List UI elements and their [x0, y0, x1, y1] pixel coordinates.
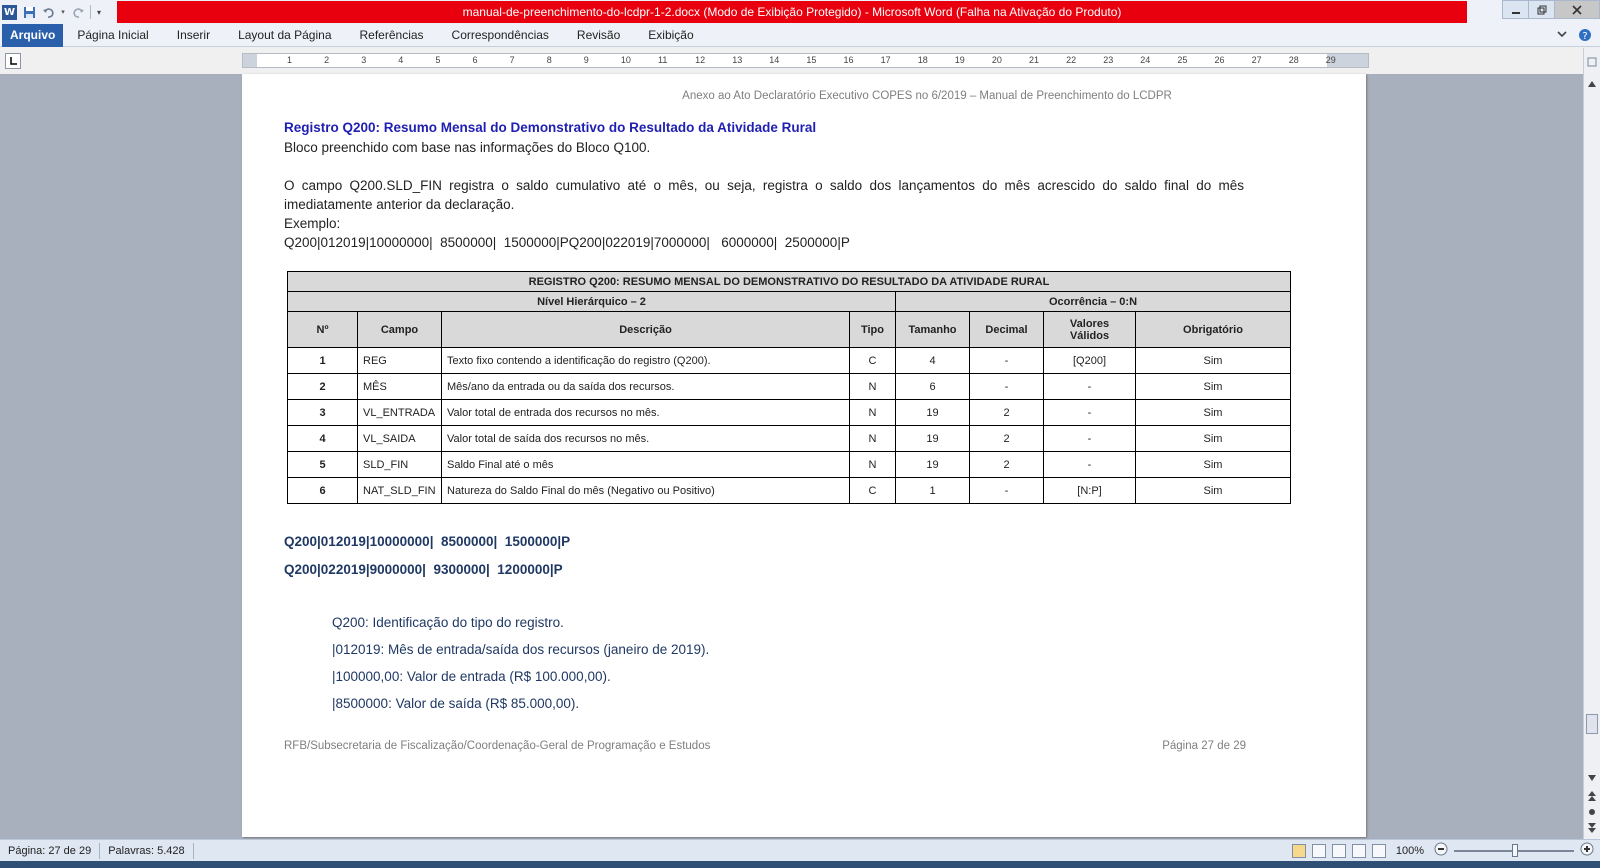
- ruler-tick: 3: [361, 55, 367, 65]
- ruler-tick: 16: [843, 55, 854, 65]
- ruler-tick: 20: [991, 55, 1002, 65]
- window-title: manual-de-preenchimento-do-lcdpr-1-2.docx (Modo de Exibição Protegido) - Microsoft Word (Falha na Ativação do Produto): [117, 1, 1467, 23]
- draft-icon[interactable]: [1372, 844, 1386, 858]
- cell: C: [850, 348, 896, 374]
- cell: 4: [896, 348, 970, 374]
- title-bar: [0, 0, 1600, 24]
- col-header: Descrição: [442, 312, 850, 348]
- zoom-slider[interactable]: [1454, 850, 1574, 852]
- table-title: REGISTRO Q200: RESUMO MENSAL DO DEMONSTRATIVO DO RESULTADO DA ATIVIDADE RURAL: [288, 272, 1291, 292]
- ruler-tick: 22: [1066, 55, 1077, 65]
- cell: Mês/ano da entrada ou da saída dos recursos.: [442, 374, 850, 400]
- zoom-out-icon[interactable]: [1434, 842, 1448, 859]
- ruler-tick: 13: [732, 55, 743, 65]
- tab-revisao[interactable]: Revisão: [576, 27, 621, 42]
- document-page[interactable]: [242, 74, 1366, 837]
- ruler-tick: 24: [1140, 55, 1151, 65]
- cell: 2: [970, 400, 1044, 426]
- print-layout-icon[interactable]: [1292, 844, 1306, 858]
- cell: C: [850, 478, 896, 504]
- tab-correspondencias[interactable]: Correspondências: [451, 27, 549, 42]
- zoom-in-icon[interactable]: [1580, 842, 1594, 859]
- document-area: [0, 74, 1583, 839]
- cell: Sim: [1136, 452, 1291, 478]
- table-level: Nível Hierárquico – 2: [288, 292, 896, 312]
- record-example-1: Q200|012019|10000000| 8500000| 1500000|P: [284, 534, 571, 549]
- table-occurrence: Ocorrência – 0:N: [896, 292, 1291, 312]
- cell: 6: [896, 374, 970, 400]
- ruler-tick: 6: [472, 55, 478, 65]
- cell: Sim: [1136, 400, 1291, 426]
- ruler-tick: 18: [917, 55, 928, 65]
- cell: Natureza do Saldo Final do mês (Negativo ou Positivo): [442, 478, 850, 504]
- ruler-tick: 23: [1103, 55, 1114, 65]
- cell: Sim: [1136, 478, 1291, 504]
- table-row: [288, 452, 1291, 478]
- page-count[interactable]: Página: 27 de 29: [0, 843, 100, 859]
- cell: Valor total de entrada dos recursos no mês.: [442, 400, 850, 426]
- cell: -: [1044, 452, 1136, 478]
- cell: 19: [896, 452, 970, 478]
- horizontal-ruler[interactable]: [242, 53, 1369, 68]
- tab-referencias[interactable]: Referências: [359, 27, 424, 42]
- ruler-tick: 5: [435, 55, 441, 65]
- ribbon-right-controls: [1556, 28, 1592, 45]
- zoom-level[interactable]: 100%: [1395, 844, 1424, 857]
- restore-icon[interactable]: [1528, 0, 1555, 19]
- status-bar: [0, 839, 1600, 861]
- cell: Valor total de saída dos recursos no mês.: [442, 426, 850, 452]
- col-header: Tipo: [850, 312, 896, 348]
- col-header: Nº: [288, 312, 358, 348]
- col-header: Obrigatório: [1136, 312, 1291, 348]
- expand-ribbon-icon[interactable]: [1556, 28, 1568, 45]
- save-icon[interactable]: [22, 5, 36, 19]
- undo-dropdown-icon[interactable]: ▾: [61, 8, 65, 16]
- col-header: Valores Válidos: [1044, 312, 1136, 348]
- browse-object-icon[interactable]: [1584, 804, 1600, 819]
- page-footer-right: Página 27 de 29: [1162, 740, 1246, 752]
- cell: 3: [288, 400, 358, 426]
- ruler-tick: 8: [546, 55, 552, 65]
- table-row: [288, 374, 1291, 400]
- ruler-tick: 15: [806, 55, 817, 65]
- undo-icon[interactable]: [41, 5, 55, 19]
- ruler-tick: 26: [1214, 55, 1225, 65]
- cell: 2: [970, 426, 1044, 452]
- next-page-icon[interactable]: [1584, 820, 1600, 835]
- record-example-2: Q200|022019|9000000| 9300000| 1200000|P: [284, 562, 563, 577]
- cell: -: [970, 478, 1044, 504]
- cell: 4: [288, 426, 358, 452]
- previous-page-icon[interactable]: [1584, 788, 1600, 803]
- cell: Texto fixo contendo a identificação do registro (Q200).: [442, 348, 850, 374]
- outline-icon[interactable]: [1352, 844, 1366, 858]
- cell: Sim: [1136, 348, 1291, 374]
- cell: -: [1044, 374, 1136, 400]
- cell: [N:P]: [1044, 478, 1136, 504]
- cell: Saldo Final até o mês: [442, 452, 850, 478]
- table-row: [288, 348, 1291, 374]
- example-label: Exemplo:: [284, 216, 341, 231]
- paragraph-line-1: O campo Q200.SLD_FIN registra o saldo cumulativo até o mês, ou seja, registra o saldo dos lançamentos do mês acrescido do saldo final do mês: [284, 178, 1244, 193]
- tab-layout-da-pagina[interactable]: Layout da Página: [238, 27, 332, 42]
- col-header: Decimal: [970, 312, 1044, 348]
- table-row: [288, 426, 1291, 452]
- table-header-row: [288, 312, 1291, 348]
- ruler-tick: 12: [695, 55, 706, 65]
- cell: -: [970, 348, 1044, 374]
- tab-exibicao[interactable]: Exibição: [648, 27, 694, 42]
- cell: -: [970, 374, 1044, 400]
- ruler-toggle-icon[interactable]: [1584, 54, 1600, 69]
- minimize-icon[interactable]: [1502, 0, 1529, 19]
- tab-arquivo[interactable]: Arquivo: [2, 24, 63, 47]
- explanation-line: Q200: Identificação do tipo do registro.: [332, 615, 564, 630]
- col-header: Tamanho: [896, 312, 970, 348]
- vertical-scrollbar[interactable]: [1583, 48, 1600, 839]
- cell: 1: [896, 478, 970, 504]
- view-controls: [1292, 842, 1594, 859]
- cell: SLD_FIN: [358, 452, 442, 478]
- cell: -: [1044, 426, 1136, 452]
- cell: Sim: [1136, 374, 1291, 400]
- cell: N: [850, 426, 896, 452]
- cell: N: [850, 452, 896, 478]
- cell: 2: [288, 374, 358, 400]
- ruler-tick: 19: [954, 55, 965, 65]
- ruler-tick: 9: [583, 55, 589, 65]
- full-screen-reading-icon[interactable]: [1312, 844, 1326, 858]
- explanation-line: |100000,00: Valor de entrada (R$ 100.000,00).: [332, 669, 611, 684]
- ruler-tick: 25: [1177, 55, 1188, 65]
- cell: [Q200]: [1044, 348, 1136, 374]
- intro-text: Bloco preenchido com base nas informações do Bloco Q100.: [284, 140, 651, 155]
- help-icon[interactable]: [1578, 28, 1592, 45]
- cell: MÊS: [358, 374, 442, 400]
- cell: 19: [896, 426, 970, 452]
- cell: N: [850, 374, 896, 400]
- cell: -: [1044, 400, 1136, 426]
- register-table: [287, 271, 1291, 504]
- cell: NAT_SLD_FIN: [358, 478, 442, 504]
- ruler-tick: 1: [287, 55, 293, 65]
- svg-text:?: ?: [1582, 31, 1588, 42]
- cell: 6: [288, 478, 358, 504]
- tab-selector-icon[interactable]: [5, 53, 21, 69]
- cell: VL_SAIDA: [358, 426, 442, 452]
- window-controls: [1503, 0, 1600, 20]
- explanation-line: |8500000: Valor de saída (R$ 85.000,00).: [332, 696, 580, 711]
- page-header: Anexo ao Ato Declaratório Executivo COPES no 6/2019 – Manual de Preenchimento do LCDPR: [682, 90, 1172, 102]
- col-header: Campo: [358, 312, 442, 348]
- scroll-up-icon[interactable]: [1584, 76, 1600, 91]
- scroll-down-icon[interactable]: [1584, 770, 1600, 785]
- redo-icon[interactable]: [71, 5, 85, 19]
- cell: 2: [970, 452, 1044, 478]
- scroll-thumb[interactable]: [1586, 714, 1598, 734]
- quick-access-toolbar: [2, 3, 104, 21]
- explanation-line: |012019: Mês de entrada/saída dos recursos (janeiro de 2019).: [332, 642, 710, 657]
- ruler-tick: 14: [769, 55, 780, 65]
- cell: 5: [288, 452, 358, 478]
- table-row: [288, 478, 1291, 504]
- ruler-tick: 21: [1029, 55, 1040, 65]
- section-title: Registro Q200: Resumo Mensal do Demonstrativo do Resultado da Atividade Rural: [284, 120, 817, 135]
- ruler-tick: 10: [620, 55, 631, 65]
- cell: REG: [358, 348, 442, 374]
- customize-toolbar-icon[interactable]: ▾: [90, 5, 104, 19]
- ruler-tick: 28: [1288, 55, 1299, 65]
- close-icon[interactable]: [1554, 0, 1600, 19]
- ruler-tick: 11: [658, 55, 668, 65]
- cell: 19: [896, 400, 970, 426]
- ruler-tick: 7: [509, 55, 515, 65]
- table-row: [288, 400, 1291, 426]
- ribbon-tabs: [0, 24, 1600, 47]
- ruler-tick: 17: [880, 55, 891, 65]
- ruler-tick: 2: [324, 55, 330, 65]
- tab-inserir[interactable]: Inserir: [176, 27, 211, 42]
- web-layout-icon[interactable]: [1332, 844, 1346, 858]
- example-text: Q200|012019|10000000| 8500000| 1500000|PQ200|022019|7000000| 6000000| 2500000|P: [284, 235, 850, 250]
- ruler-tick: 29: [1325, 55, 1336, 65]
- page-footer-left: RFB/Subsecretaria de Fiscalização/Coordenação-Geral de Programação e Estudos: [284, 740, 711, 752]
- cell: 1: [288, 348, 358, 374]
- tab-pagina-inicial[interactable]: Página Inicial: [77, 27, 149, 42]
- word-count[interactable]: Palavras: 5.428: [100, 843, 193, 859]
- cell: N: [850, 400, 896, 426]
- ruler-tick: 27: [1251, 55, 1262, 65]
- ruler-tick: 4: [398, 55, 404, 65]
- word-app-icon[interactable]: W: [3, 6, 16, 18]
- paragraph-line-2: imediatamente anterior da declaração.: [284, 197, 515, 212]
- taskbar: [0, 861, 1600, 868]
- cell: Sim: [1136, 426, 1291, 452]
- cell: VL_ENTRADA: [358, 400, 442, 426]
